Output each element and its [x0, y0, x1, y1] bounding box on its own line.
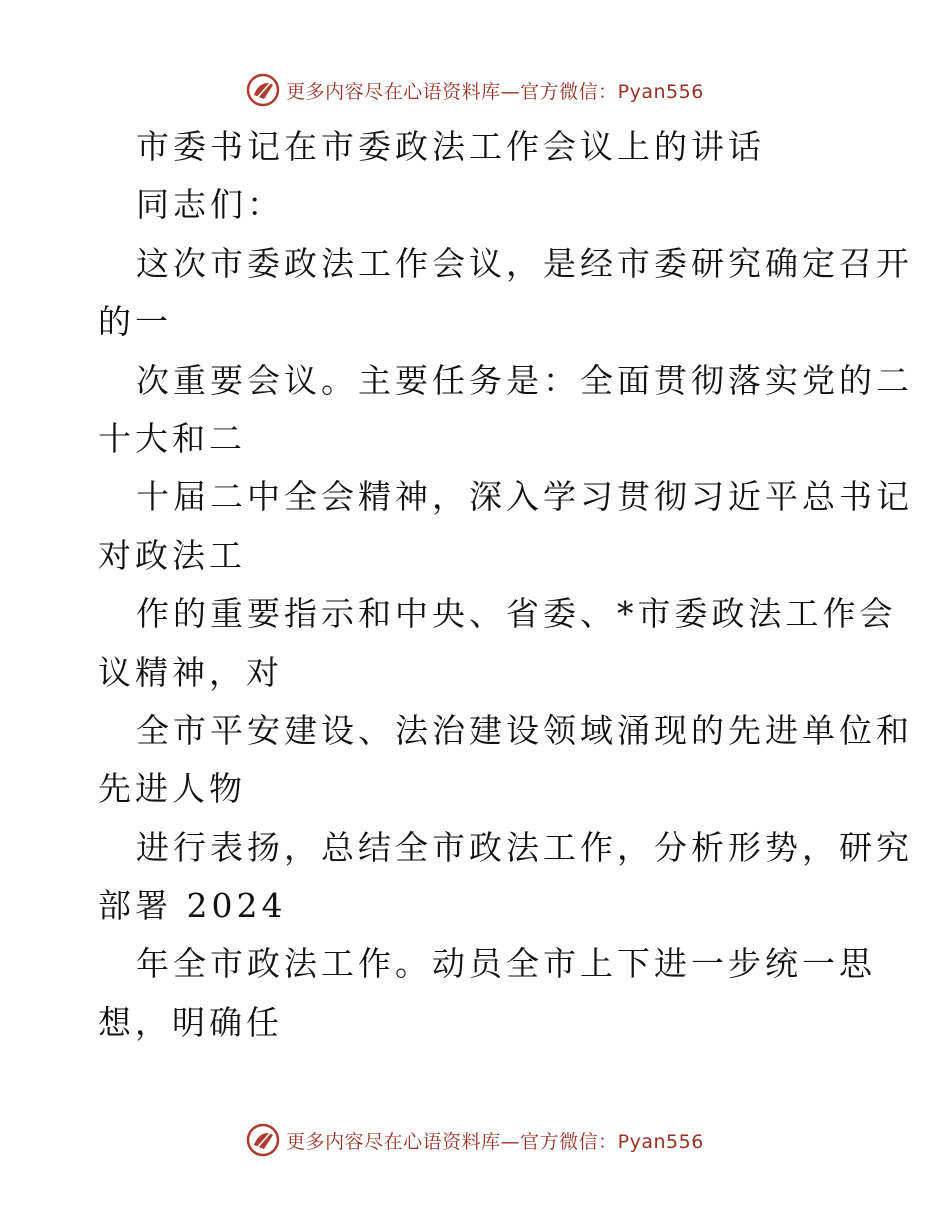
- text-line: 次重要会议。主要任务是：全面贯彻落实党的二: [136, 360, 913, 400]
- text-line: 同志们：: [136, 185, 284, 225]
- text-line: 议精神，对: [98, 652, 283, 692]
- watermark-banner-bottom: [0, 1120, 950, 1160]
- watermark-banner-top: [0, 70, 950, 110]
- watermark-text: 更多内容尽在心语资料库—官方微信：Pyan556: [286, 1130, 704, 1153]
- text-line: 想，明确任: [98, 1002, 283, 1042]
- text-line: 十届二中全会精神，深入学习贯彻习近平总书记: [136, 477, 913, 517]
- text-line: 市委书记在市委政法工作会议上的讲话: [136, 127, 765, 166]
- text-line: 这次市委政法工作会议，是经市委研究确定召开: [136, 243, 913, 283]
- text-line: 年全市政法工作。动员全市上下进一步统一思: [136, 944, 876, 984]
- document-body: [98, 118, 913, 1052]
- text-line: 先进人物: [98, 769, 246, 809]
- text-line: 十大和二: [98, 418, 246, 458]
- brand-logo-icon: [246, 1123, 280, 1157]
- text-line: 部署 2024: [98, 886, 287, 926]
- brand-logo-icon: [246, 73, 280, 107]
- watermark-text: 更多内容尽在心语资料库—官方微信：Pyan556: [286, 80, 704, 103]
- text-line: 全市平安建设、法治建设领域涌现的先进单位和: [136, 710, 913, 750]
- text-line: 的一: [98, 302, 172, 342]
- text-line: 进行表扬，总结全市政法工作，分析形势，研究: [136, 827, 913, 867]
- text-line: 对政法工: [98, 535, 246, 575]
- text-line: 作的重要指示和中央、省委、*市委政法工作会: [136, 594, 897, 634]
